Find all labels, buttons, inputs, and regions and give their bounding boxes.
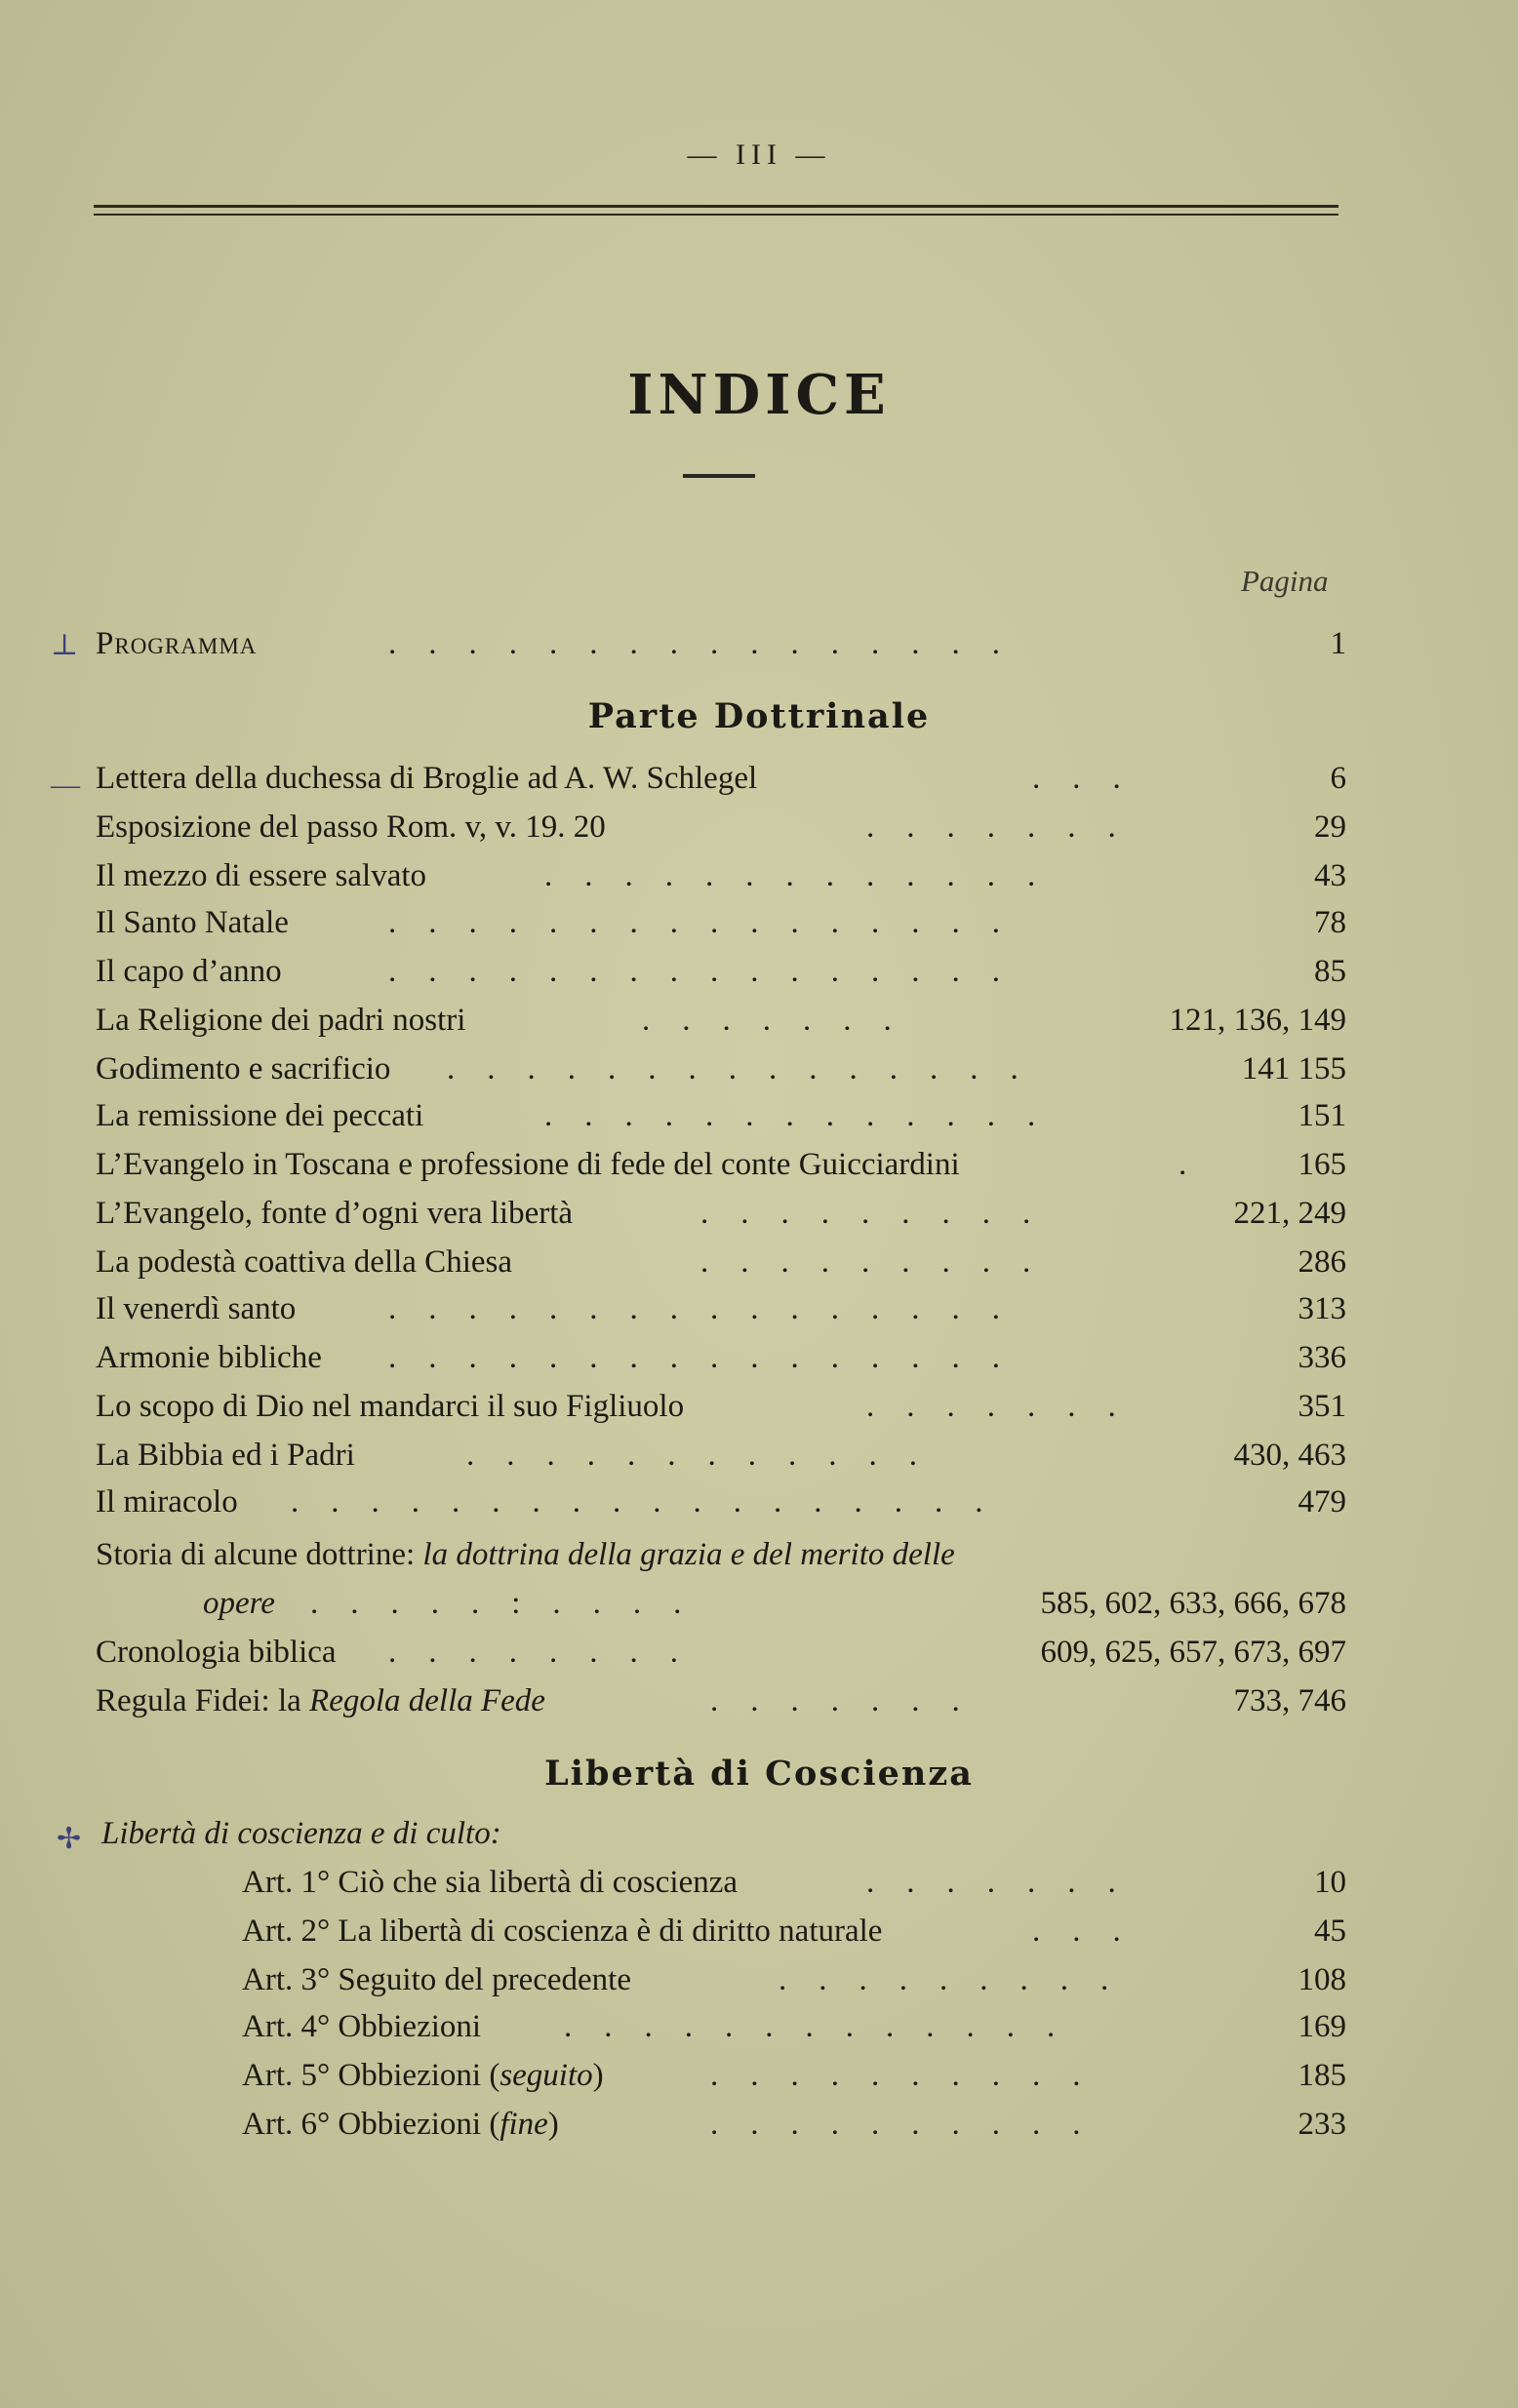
toc-article-entry bbox=[96, 2005, 1346, 2048]
entry-pages: 141 155 bbox=[1241, 1051, 1346, 1086]
entry-pages: 43 bbox=[1314, 858, 1346, 893]
header-rule bbox=[94, 205, 1338, 216]
toc-entry bbox=[96, 1385, 1346, 1428]
section-heading-coscienza: Libertà di Coscienza bbox=[544, 1754, 974, 1794]
leader-dots: . . . . . . . . . bbox=[700, 1244, 1031, 1280]
leader-dots: . . . . . . . . . bbox=[779, 1962, 1109, 1997]
leader-dots: . . . . . . . bbox=[866, 1389, 1116, 1424]
entry-title: Armonie bibliche bbox=[96, 1340, 322, 1375]
entry-title-italic: fine bbox=[499, 2107, 548, 2142]
entry-pages: 169 bbox=[1298, 2009, 1346, 2044]
leader-dots: . . . . . . . . . . bbox=[710, 2058, 1081, 2093]
entry-title: Art. 4° Obbiezioni bbox=[242, 2009, 482, 2044]
toc-subheading-coscienza bbox=[96, 1812, 1346, 1855]
entry-pages: 430, 463 bbox=[1233, 1438, 1346, 1473]
entry-title: Art. 2° La libertà di coscienza è di diritto naturale bbox=[242, 1914, 883, 1949]
page-folio: — III — bbox=[687, 138, 831, 171]
leader-dots: . . . . . . . . . . . . . bbox=[564, 2009, 1056, 2044]
toc-entry-programma bbox=[96, 622, 1346, 665]
toc-article-entry bbox=[96, 2054, 1346, 2097]
entry-pages: 221, 249 bbox=[1233, 1196, 1346, 1231]
entry-title-suffix: ) bbox=[547, 2107, 559, 2142]
toc-entry-storia-line1 bbox=[96, 1533, 1346, 1576]
toc-entry bbox=[96, 806, 1346, 849]
entry-title: Il venerdì santo bbox=[96, 1291, 297, 1326]
entry-title: La Religione dei padri nostri bbox=[96, 1003, 466, 1038]
entry-title-italic: Libertà di coscienza e di culto: bbox=[101, 1816, 501, 1851]
entry-title: L’Evangelo, fonte d’ogni vera libertà bbox=[96, 1196, 574, 1231]
entry-title: L’Evangelo in Toscana e professione di fede del conte Guicciardini bbox=[96, 1147, 960, 1182]
leader-dots: . . . . . . . . . . . . . . . bbox=[447, 1051, 1019, 1086]
margin-pencil-mark: ✢ bbox=[57, 1823, 82, 1855]
entry-title-italic: seguito bbox=[499, 2058, 593, 2093]
entry-pages: 733, 746 bbox=[1233, 1683, 1346, 1718]
entry-title-prefix: Storia di alcune dottrine: bbox=[96, 1537, 416, 1572]
entry-pages: 1 bbox=[1330, 626, 1346, 661]
margin-pencil-mark: ⊥ bbox=[51, 629, 79, 661]
entry-pages: 585, 602, 633, 666, 678 bbox=[1040, 1586, 1346, 1621]
toc-entry bbox=[96, 1480, 1346, 1523]
toc-article-entry bbox=[96, 2103, 1346, 2146]
entry-title bbox=[242, 2103, 559, 2146]
leader-dots: . . . . . : . . . . bbox=[310, 1586, 682, 1621]
entry-title-suffix: ) bbox=[592, 2058, 604, 2093]
entry-pages: 313 bbox=[1298, 1291, 1346, 1326]
entry-title: Il mezzo di essere salvato bbox=[96, 858, 427, 893]
leader-dots: . . . . . . . bbox=[710, 1683, 960, 1718]
entry-pages: 78 bbox=[1314, 905, 1346, 940]
leader-dots: . . . . . . . . . . . . . bbox=[544, 1098, 1036, 1133]
entry-pages: 29 bbox=[1314, 809, 1346, 845]
entry-pages: 336 bbox=[1298, 1340, 1346, 1375]
leader-dots: . . . . . . . . . . bbox=[710, 2107, 1081, 2142]
toc-article-entry bbox=[96, 1958, 1346, 2001]
entry-pages: 286 bbox=[1298, 1244, 1346, 1280]
title-underline bbox=[683, 474, 755, 478]
entry-title-prefix: Regula Fidei: la bbox=[96, 1683, 301, 1718]
entry-title: Il miracolo bbox=[96, 1484, 238, 1520]
entry-pages: 609, 625, 657, 673, 697 bbox=[1040, 1635, 1346, 1670]
entry-pages: 479 bbox=[1298, 1484, 1346, 1520]
entry-title: Cronologia biblica bbox=[96, 1635, 337, 1670]
leader-dots: . . . . . . . bbox=[866, 809, 1116, 845]
toc-entry bbox=[96, 1192, 1346, 1235]
entry-title: Il Santo Natale bbox=[96, 905, 289, 940]
toc-article-entry bbox=[96, 1910, 1346, 1953]
leader-dots: . . . . . . . bbox=[642, 1003, 892, 1038]
entry-pages: 151 bbox=[1298, 1098, 1346, 1133]
entry-pages: 10 bbox=[1314, 1865, 1346, 1900]
toc-entry bbox=[96, 901, 1346, 944]
entry-title: Lo scopo di Dio nel mandarci il suo Figliuolo bbox=[96, 1389, 685, 1424]
toc-entry bbox=[96, 950, 1346, 993]
entry-pages: 165 bbox=[1298, 1147, 1346, 1182]
entry-title: Esposizione del passo Rom. v, v. 19. 20 bbox=[96, 809, 606, 845]
entry-pages: 108 bbox=[1298, 1962, 1346, 1997]
entry-title: Programma bbox=[96, 626, 258, 661]
entry-pages: 6 bbox=[1330, 761, 1346, 796]
entry-title-italic: opere bbox=[203, 1586, 275, 1621]
entry-title: Art. 3° Seguito del precedente bbox=[242, 1962, 631, 1997]
entry-title: La remissione dei peccati bbox=[96, 1098, 424, 1133]
entry-title-prefix: Art. 5° Obbiezioni ( bbox=[242, 2058, 500, 2093]
entry-pages: 45 bbox=[1314, 1914, 1346, 1949]
section-heading-dottrinale: Parte Dottrinale bbox=[587, 696, 931, 736]
toc-entry bbox=[96, 854, 1346, 897]
toc-entry bbox=[96, 1434, 1346, 1477]
entry-title-italic: la dottrina della grazia e del merito delle bbox=[422, 1537, 955, 1572]
entry-pages: 85 bbox=[1314, 954, 1346, 989]
leader-dots: . . . . . . . bbox=[866, 1865, 1116, 1900]
page-title: INDICE bbox=[627, 363, 891, 427]
leader-dots: . . . bbox=[1032, 1914, 1121, 1949]
leader-dots: . . . . . . . . bbox=[388, 1635, 678, 1670]
toc-entry bbox=[96, 1336, 1346, 1379]
entry-title: Lettera della duchessa di Broglie ad A. W. Schlegel bbox=[96, 761, 758, 796]
leader-dots: . . . . . . . . . . . . . . . . bbox=[388, 1291, 1000, 1326]
leader-dots: . . . . . . . . . . . . bbox=[466, 1438, 917, 1473]
toc-entry bbox=[96, 757, 1346, 800]
entry-title bbox=[242, 2054, 604, 2097]
entry-title-prefix: Art. 6° Obbiezioni ( bbox=[242, 2107, 500, 2142]
toc-entry-storia-line2 bbox=[96, 1582, 1346, 1625]
leader-dots: . . . bbox=[1032, 761, 1121, 796]
toc-entry bbox=[96, 1241, 1346, 1283]
entry-pages: 351 bbox=[1298, 1389, 1346, 1424]
leader-dots: . . . . . . . . . . . . . . . . bbox=[388, 1340, 1000, 1375]
leader-dots: . . . . . . . . . . . . . . . . bbox=[388, 626, 1000, 661]
entry-title: La Bibbia ed i Padri bbox=[96, 1438, 355, 1473]
toc-entry-cronologia bbox=[96, 1631, 1346, 1674]
margin-pencil-mark: — bbox=[51, 769, 80, 801]
entry-title-italic: Regola della Fede bbox=[309, 1683, 545, 1718]
entry-title: Il capo d’anno bbox=[96, 954, 282, 989]
toc-entry bbox=[96, 1094, 1346, 1137]
entry-pages: 121, 136, 149 bbox=[1169, 1003, 1346, 1038]
pagina-column-label: Pagina bbox=[1241, 564, 1329, 598]
entry-title: Art. 1° Ciò che sia libertà di coscienza bbox=[242, 1865, 739, 1900]
toc-entry bbox=[96, 1047, 1346, 1090]
leader-dots: . . . . . . . . . bbox=[700, 1196, 1031, 1231]
leader-dots: . . . . . . . . . . . . . . . . bbox=[388, 954, 1000, 989]
leader-dots: . . . . . . . . . . . . . bbox=[544, 858, 1036, 893]
toc-entry bbox=[96, 1143, 1346, 1186]
toc-entry bbox=[96, 1287, 1346, 1330]
entry-title: Godimento e sacrificio bbox=[96, 1051, 391, 1086]
entry-pages: 185 bbox=[1298, 2058, 1346, 2093]
entry-title: La podestà coattiva della Chiesa bbox=[96, 1244, 513, 1280]
leader-dots: . . . . . . . . . . . . . . . . bbox=[388, 905, 1000, 940]
leader-dots: . . . . . . . . . . . . . . . . . . bbox=[291, 1484, 983, 1520]
toc-article-entry bbox=[96, 1861, 1346, 1904]
toc-entry-regula bbox=[96, 1679, 1346, 1722]
entry-pages: 233 bbox=[1298, 2107, 1346, 2142]
toc-entry bbox=[96, 999, 1346, 1042]
leader-dots: . bbox=[1178, 1147, 1187, 1182]
